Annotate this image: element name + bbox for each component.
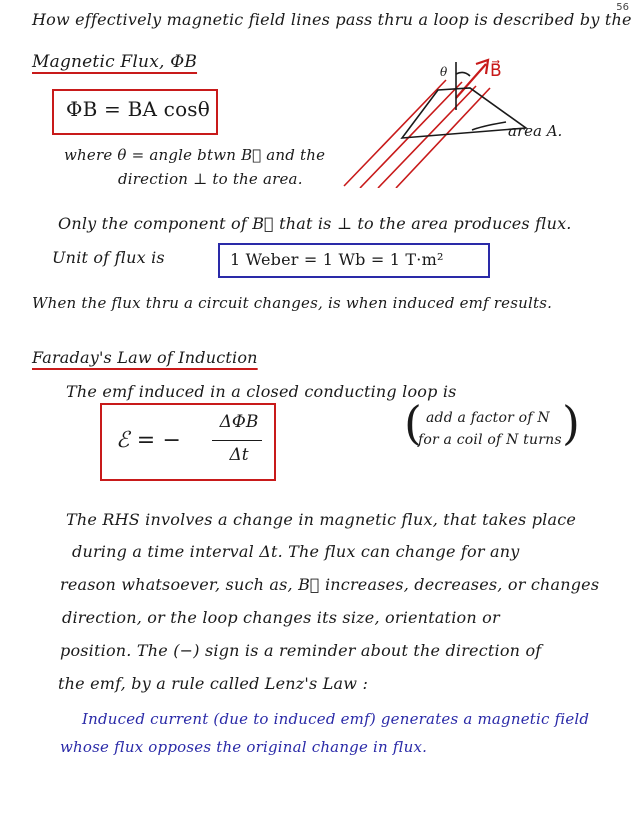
component-line: Only the component of B⃗ that is ⊥ to the area produces flux.: [58, 214, 572, 233]
where-line-1: where θ = angle btwn B⃗ and the: [64, 146, 326, 164]
note-line-2: for a coil of N turns: [418, 432, 562, 448]
where-line-2: direction ⊥ to the area.: [118, 170, 303, 188]
flux-formula: ΦB = BA cosθ: [66, 97, 211, 121]
b-vector-label: B⃗: [490, 61, 502, 81]
intro-line: How effectively magnetic field lines pass thru a loop is described by the: [32, 10, 632, 29]
heading-magnetic-flux: Magnetic Flux, ΦB: [32, 52, 198, 72]
area-label: area A.: [508, 122, 563, 140]
theta-label: θ: [440, 65, 448, 79]
note-open-paren: (: [404, 396, 422, 450]
emf-change-line: When the flux thru a circuit changes, is when induced emf results.: [32, 294, 553, 312]
heading-faraday: Faraday's Law of Induction: [32, 348, 258, 367]
fraction-bar: [212, 440, 262, 441]
page-number: 56: [616, 2, 629, 13]
body-line-6: the emf, by a rule called Lenz's Law :: [58, 674, 369, 693]
body-line-4: direction, or the loop changes its size, orientation or: [62, 608, 500, 627]
faraday-denominator: Δt: [229, 445, 249, 465]
field-lines: [344, 60, 490, 188]
body-line-1: The RHS involves a change in magnetic flux, that takes place: [66, 510, 577, 529]
faraday-lhs: ℰ = −: [116, 428, 182, 453]
body-line-5: position. The (−) sign is a reminder about the direction of: [60, 641, 542, 660]
body-line-2: during a time interval Δt. The flux can change for any: [72, 542, 520, 561]
unit-label: Unit of flux is: [52, 248, 165, 267]
faraday-numerator: ΔΦB: [219, 412, 259, 432]
note-line-1: add a factor of N: [426, 410, 550, 426]
unit-formula: 1 Weber = 1 Wb = 1 T·m²: [230, 250, 444, 269]
faraday-intro: The emf induced in a closed conducting loop is: [66, 382, 457, 401]
lenz-line-2: whose flux opposes the original change in flux.: [60, 738, 428, 756]
flux-diagram: [330, 48, 590, 188]
note-close-paren: ): [562, 396, 580, 450]
lenz-line-1: Induced current (due to induced emf) generates a magnetic field: [82, 710, 590, 728]
body-line-3: reason whatsoever, such as, B⃗ increases, decreases, or changes: [60, 575, 600, 594]
